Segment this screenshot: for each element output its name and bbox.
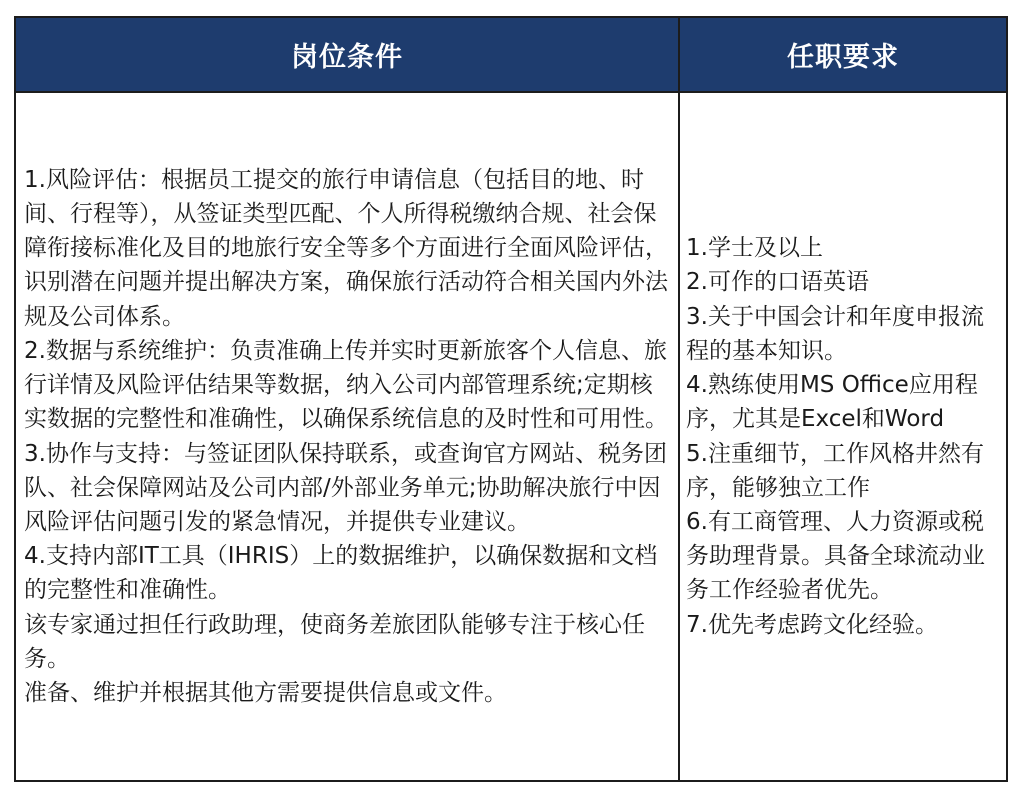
body-row — [15, 92, 1007, 781]
requirement-item: 1.学士及以上 — [686, 235, 823, 262]
duty-item: 准备、维护并根据其他方需要提供信息或文件。 — [24, 679, 507, 706]
duty-item: 3.协作与支持：与签证团队保持联系，或查询官方网站、税务团队、社会保障网站及公司内部/外部业务单元;协助解决旅行中因风险评估问题引发的紧急情况，并提供专业建议。 — [24, 440, 667, 535]
requirement-item: 2.可作的口语英语 — [686, 269, 869, 296]
requirement-item: 7.优先考虑跨文化经验。 — [686, 611, 938, 638]
duty-item: 2.数据与系统维护：负责准确上传并实时更新旅客个人信息、旅行详情及风险评估结果等数据，纳入公司内部管理系统;定期核实数据的完整性和准确性，以确保系统信息的及时性和可用性。 — [24, 337, 668, 433]
duty-item: 该专家通过担任行政助理，使商务差旅团队能够专注于核心任务。 — [24, 611, 645, 672]
job-table — [14, 16, 1008, 782]
requirement-item: 6.有工商管理、人力资源或税务助理背景。具备全球流动业务工作经验者优先。 — [686, 508, 985, 604]
header-row — [15, 17, 1007, 92]
header-requirements: 任职要求 — [679, 17, 1007, 92]
requirement-item: 5.注重细节，工作风格井然有序，能够独立工作 — [686, 440, 984, 501]
duties-list — [16, 163, 678, 710]
duty-item: 4.支持内部IT工具（IHRIS）上的数据维护，以确保数据和文档的完整性和准确性。 — [24, 543, 658, 604]
duty-item: 1.风险评估：根据员工提交的旅行申请信息（包括目的地、时间、行程等），从签证类型匹配、个人所得税缴纳合规、社会保障衔接标准化及目的地旅行安全等多个方面进行全面风险评估，识别潜在问题并提出解决方案，确保旅行活动符合相关国内外法规及公司体系。 — [24, 166, 668, 330]
requirement-item: 3.关于中国会计和年度申报流程的基本知识。 — [686, 303, 984, 364]
header-job-conditions: 岗位条件 — [15, 17, 679, 92]
requirement-item: 4.熟练使用MS Office应用程序，尤其是Excel和Word — [686, 372, 978, 433]
requirements-list — [680, 231, 1006, 641]
requirements-cell — [679, 92, 1007, 781]
duties-cell — [15, 92, 679, 781]
